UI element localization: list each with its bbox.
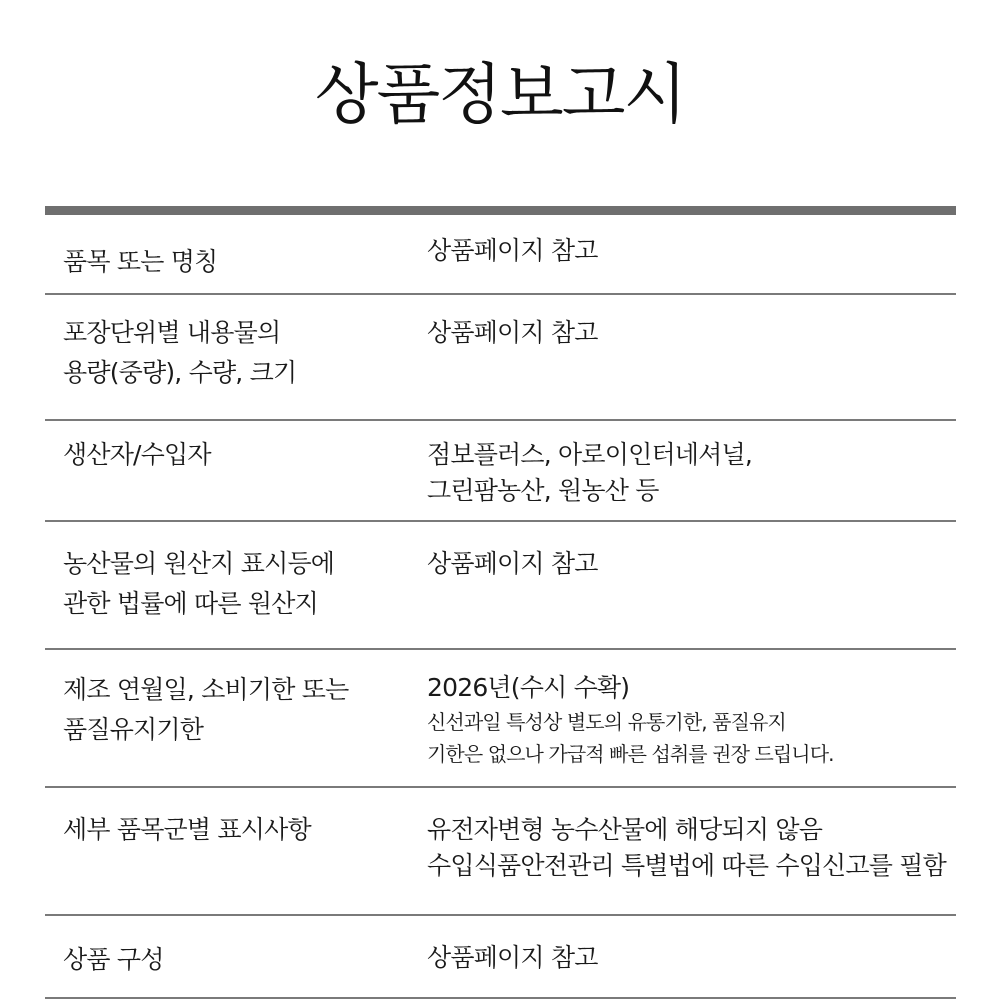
table-row-package-capacity xyxy=(45,295,956,421)
row-value: 상품페이지 참고 xyxy=(427,943,598,972)
table-row-origin xyxy=(45,522,956,650)
row-value: 상품페이지 참고 xyxy=(427,318,598,347)
row-value: 상품페이지 참고 xyxy=(427,549,598,578)
table-row-detailed-labeling xyxy=(45,788,956,916)
product-info-table xyxy=(45,215,956,999)
table-row-composition xyxy=(45,916,956,999)
row-label: 세부 품목군별 표시사항 xyxy=(63,815,311,844)
row-value: 점보플러스, 아로이인터네셔널, 그린팜농산, 원농산 등 xyxy=(427,440,752,505)
row-label: 제조 연월일, 소비기한 또는 품질유지기한 xyxy=(63,675,349,744)
row-value: 2026년(수시 수확) 신선과일 특성상 별도의 유통기한, 품질유지 기한은 없으나 가급적 빠른 섭취를 권장 드립니다. xyxy=(427,673,834,766)
row-value: 유전자변형 농수산물에 해당되지 않음 수입식품안전관리 특별법에 따른 수입신고를 필함 xyxy=(427,815,946,880)
row-value: 상품페이지 참고 xyxy=(427,236,598,265)
row-label: 포장단위별 내용물의 용량(중량), 수량, 크기 xyxy=(63,318,297,387)
row-label: 품목 또는 명칭 xyxy=(63,247,218,276)
row-label: 농산물의 원산지 표시등에 관한 법률에 따른 원산지 xyxy=(63,549,335,618)
header-divider xyxy=(45,206,956,215)
table-row-producer-importer xyxy=(45,421,956,522)
table-row-item-name xyxy=(45,215,956,295)
row-label: 상품 구성 xyxy=(63,945,164,974)
table-row-expiry xyxy=(45,650,956,788)
row-label: 생산자/수입자 xyxy=(63,440,211,469)
page-title: 상품정보고시 xyxy=(314,56,686,133)
